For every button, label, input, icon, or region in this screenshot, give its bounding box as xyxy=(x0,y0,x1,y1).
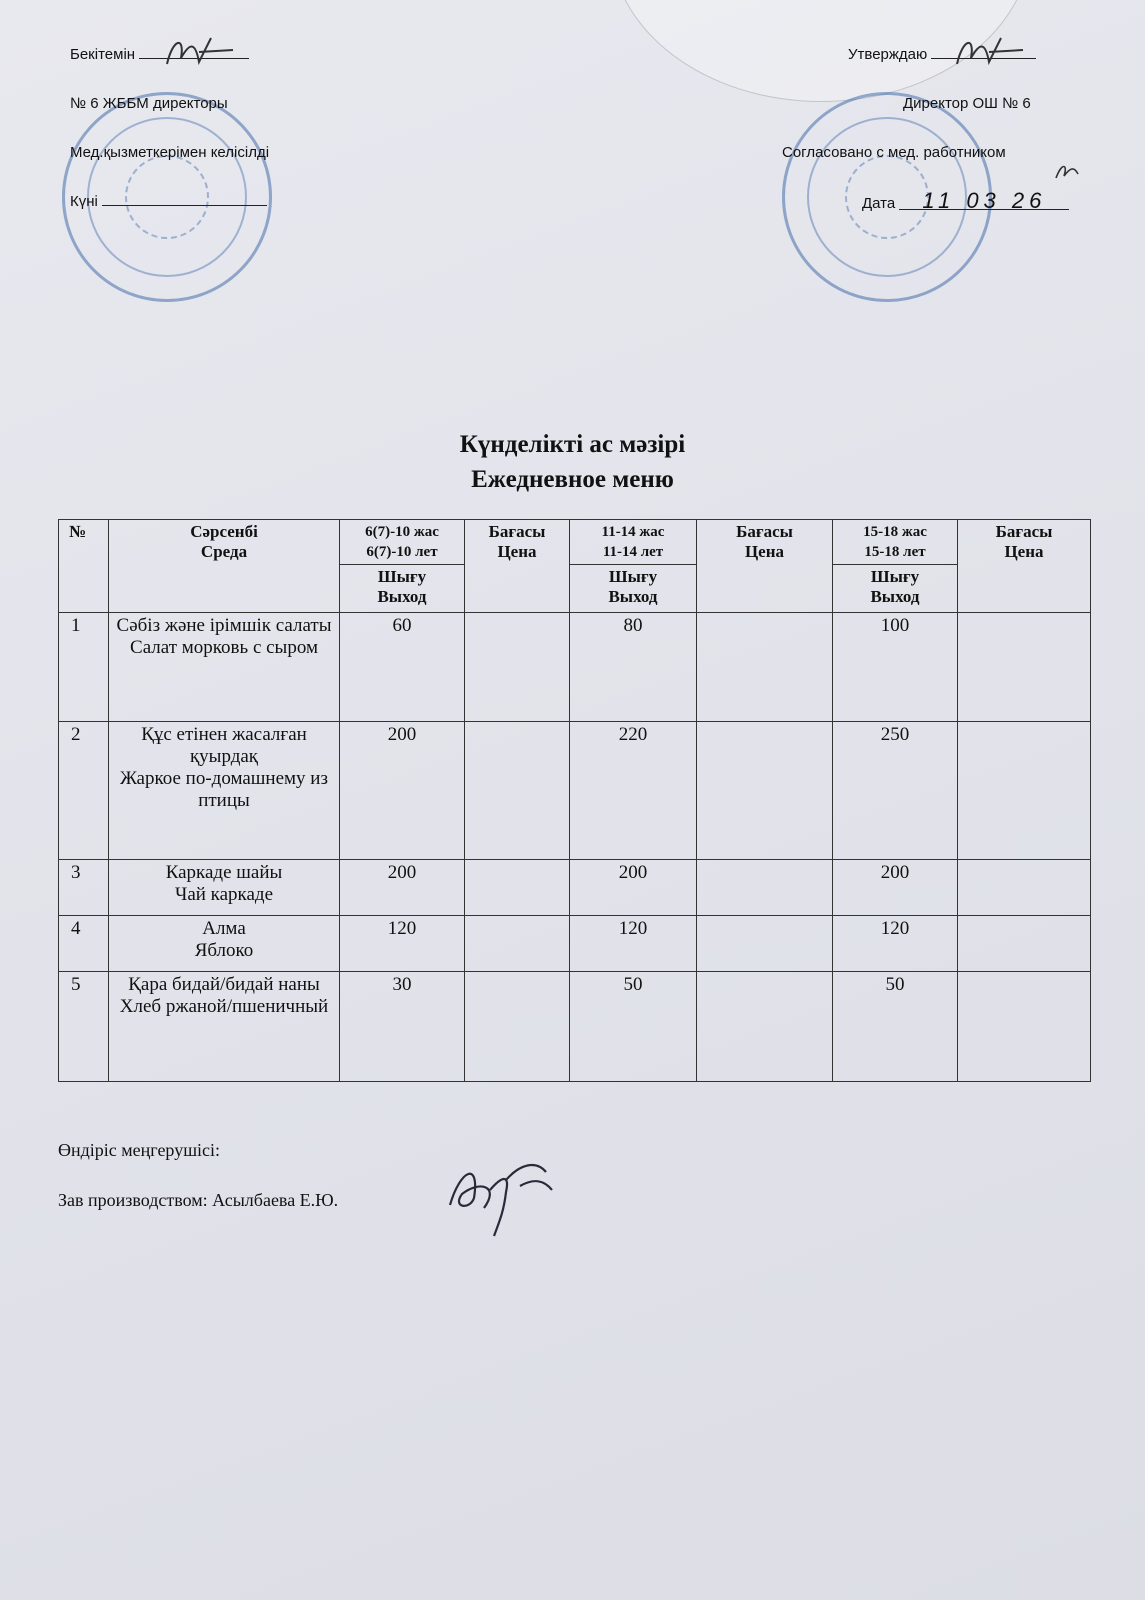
medic-initial xyxy=(1052,160,1082,184)
header-num: № xyxy=(59,520,109,613)
price-cell xyxy=(465,972,570,1082)
title-ru: Ежедневное меню xyxy=(471,466,674,493)
date-line xyxy=(102,205,267,206)
agreed-ru: Согласовано с мед. работником xyxy=(782,144,1006,161)
output-age-11-14: 200 xyxy=(570,860,697,916)
row-num: 4 xyxy=(59,916,109,972)
dish-name: Каркаде шайы Чай каркаде xyxy=(109,860,340,916)
price-cell xyxy=(697,972,833,1082)
price-cell xyxy=(465,722,570,860)
output-age-15-18: 100 xyxy=(833,613,958,722)
output-age-11-14: 50 xyxy=(570,972,697,1082)
menu-table xyxy=(58,519,1091,1082)
dish-name: Қара бидай/бидай наны Хлеб ржаной/пшеничный xyxy=(109,972,340,1082)
price-cell xyxy=(697,916,833,972)
header-age-15-18: 15-18 жас 15-18 лет xyxy=(833,520,958,565)
dish-name: Құс етінен жасалған қуырдақ Жаркое по-домашнему из птицы xyxy=(109,722,340,860)
signature-line xyxy=(139,58,249,59)
output-age-6-10: 200 xyxy=(340,860,465,916)
date-value: 11 03 26 xyxy=(899,193,1069,210)
row-num: 1 xyxy=(59,613,109,722)
price-cell xyxy=(465,613,570,722)
date-ru: Дата 11 03 26 xyxy=(862,193,1069,212)
header-day: Сәрсенбі Среда xyxy=(109,520,340,613)
price-cell xyxy=(958,613,1091,722)
output-age-6-10: 120 xyxy=(340,916,465,972)
row-num: 3 xyxy=(59,860,109,916)
director-kz: № 6 ЖББМ директоры xyxy=(70,95,228,112)
header-output-3: Шығу Выход xyxy=(833,565,958,613)
director-ru: Директор ОШ № 6 xyxy=(903,95,1031,112)
director-signature xyxy=(159,32,239,72)
title-kz: Күнделікті ас мәзірі xyxy=(459,431,686,458)
price-cell xyxy=(958,722,1091,860)
price-cell xyxy=(697,613,833,722)
price-cell xyxy=(958,860,1091,916)
price-cell xyxy=(958,916,1091,972)
manager-signature xyxy=(440,1150,570,1240)
production-manager-ru: Зав производством: Асылбаева Е.Ю. xyxy=(58,1190,339,1210)
header-output-1: Шығу Выход xyxy=(340,565,465,613)
price-cell xyxy=(958,972,1091,1082)
header-output-2: Шығу Выход xyxy=(570,565,697,613)
price-cell xyxy=(465,916,570,972)
price-cell xyxy=(697,860,833,916)
price-cell xyxy=(465,860,570,916)
output-age-15-18: 120 xyxy=(833,916,958,972)
header-age-6-10: 6(7)-10 жас 6(7)-10 лет xyxy=(340,520,465,565)
dish-name: Сәбіз және ірімшік салаты Салат морковь с сыром xyxy=(109,613,340,722)
dish-name: Алма Яблоко xyxy=(109,916,340,972)
agreed-kz: Мед.қызметкерімен келісілді xyxy=(70,144,270,161)
output-age-6-10: 60 xyxy=(340,613,465,722)
table-row xyxy=(59,916,1091,972)
table-row xyxy=(59,613,1091,722)
header-price-2: Бағасы Цена xyxy=(697,520,833,613)
output-age-6-10: 200 xyxy=(340,722,465,860)
header-price-3: Бағасы Цена xyxy=(958,520,1091,613)
output-age-15-18: 250 xyxy=(833,722,958,860)
output-age-6-10: 30 xyxy=(340,972,465,1082)
output-age-11-14: 220 xyxy=(570,722,697,860)
date-kz: Күні xyxy=(70,193,267,210)
price-cell xyxy=(697,722,833,860)
director-signature xyxy=(949,32,1029,72)
table-row xyxy=(59,972,1091,1082)
output-age-11-14: 80 xyxy=(570,613,697,722)
header-price-1: Бағасы Цена xyxy=(465,520,570,613)
signature-line xyxy=(931,58,1036,59)
approve-ru: Утверждаю xyxy=(848,46,1036,63)
table-header-row xyxy=(59,520,1091,565)
row-num: 2 xyxy=(59,722,109,860)
table-row xyxy=(59,722,1091,860)
header-age-11-14: 11-14 жас 11-14 лет xyxy=(570,520,697,565)
approve-kz: Бекітемін xyxy=(70,46,249,63)
output-age-15-18: 200 xyxy=(833,860,958,916)
production-manager-kz: Өндіріс меңгерушісі: xyxy=(58,1140,221,1160)
table-row xyxy=(59,860,1091,916)
row-num: 5 xyxy=(59,972,109,1082)
output-age-15-18: 50 xyxy=(833,972,958,1082)
output-age-11-14: 120 xyxy=(570,916,697,972)
